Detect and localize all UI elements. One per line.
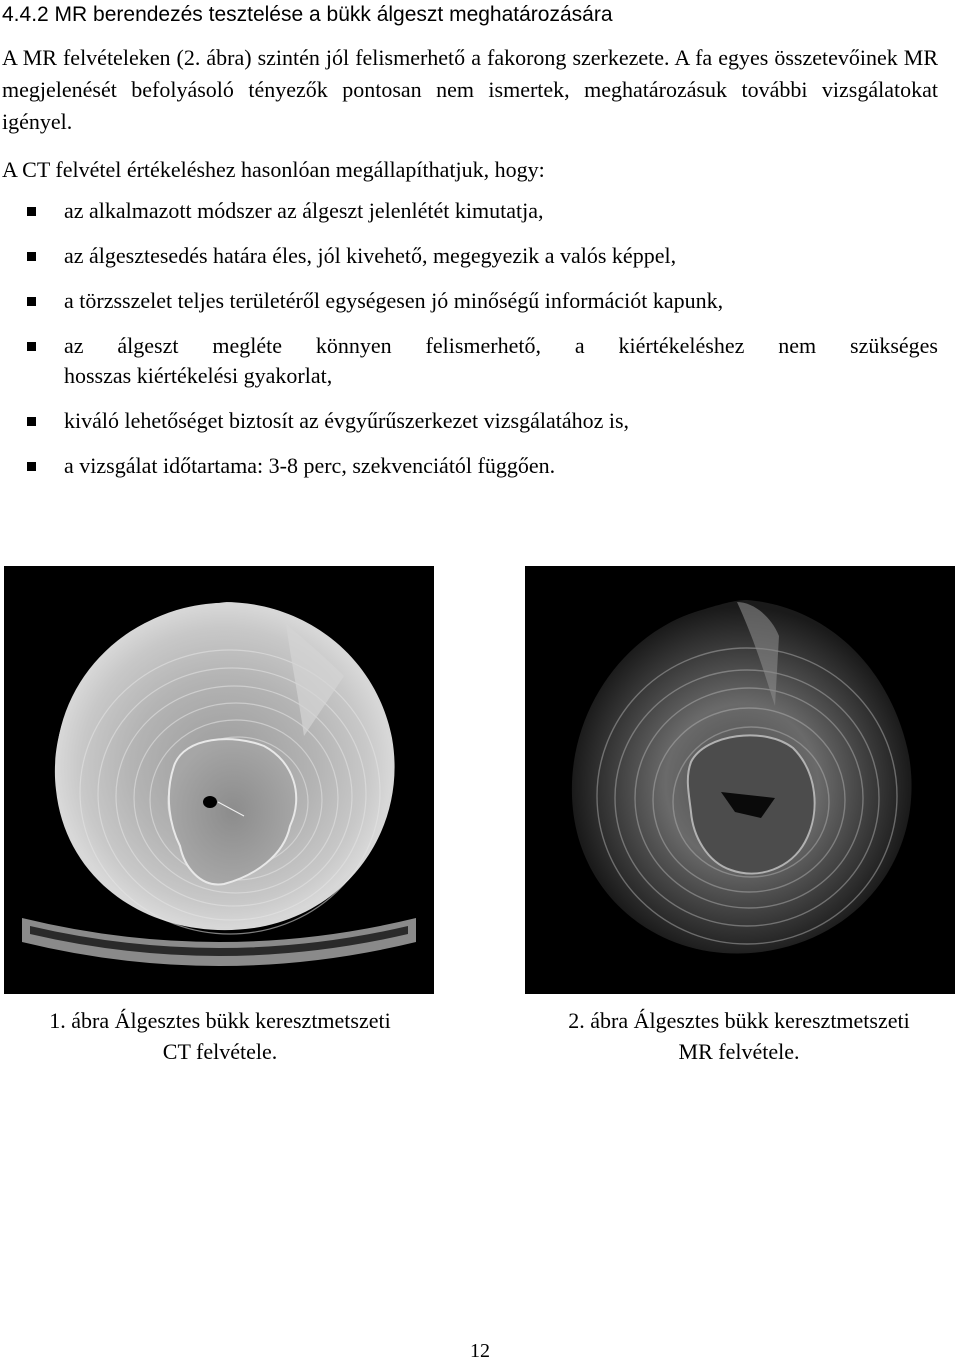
list-item — [0, 286, 938, 316]
list-item-text: az álgeszt megléte könnyen felismerhető, a kiértékeléshez nem szükséges — [64, 333, 938, 358]
square-bullet-icon — [27, 417, 36, 426]
square-bullet-icon — [27, 252, 36, 261]
section-heading: 4.4.2 MR berendezés tesztelése a bükk álgeszt meghatározására — [2, 3, 613, 26]
list-item-text: az alkalmazott módszer az álgeszt jelenlétét kimutatja, — [64, 198, 544, 223]
list-item-continuation — [0, 361, 938, 391]
caption-line: MR felvétele. — [678, 1039, 800, 1064]
list-item — [0, 451, 938, 481]
mr-scan-image — [525, 566, 955, 994]
ct-scan-graphic — [4, 566, 434, 994]
list-item — [0, 331, 938, 361]
list-item — [0, 406, 938, 436]
caption-line: CT felvétele. — [162, 1039, 278, 1064]
list-item-text: a törzsszelet teljes területéről egységesen jó minőségű információt kapunk, — [64, 288, 724, 313]
ct-figure-caption — [0, 1005, 440, 1067]
mr-figure-caption — [518, 1005, 960, 1067]
list-item-text: az álgesztesedés határa éles, jól kivehető, megegyezik a valós képpel, — [64, 243, 677, 268]
square-bullet-icon — [27, 297, 36, 306]
findings-list — [0, 196, 938, 481]
caption-line: 2. ábra Álgesztes bükk keresztmetszeti — [568, 1008, 910, 1033]
ct-scan-image — [4, 566, 434, 994]
square-bullet-icon — [27, 342, 36, 351]
square-bullet-icon — [27, 462, 36, 471]
list-item-text: kiváló lehetőséget biztosít az évgyűrűszerkezet vizsgálatához is, — [64, 408, 630, 433]
square-bullet-icon — [27, 207, 36, 216]
caption-line: 1. ábra Álgesztes bükk keresztmetszeti — [49, 1008, 391, 1033]
mr-scan-graphic — [525, 566, 955, 994]
page-number: 12 — [470, 1340, 490, 1362]
lead-paragraph: A CT felvétel értékeléshez hasonlóan megállapíthatjuk, hogy: — [2, 157, 545, 182]
list-item — [0, 196, 938, 226]
intro-paragraph: A MR felvételeken (2. ábra) szintén jól felismerhető a fakorong szerkezete. A fa egyes összetevőinek MR megjelenését befolyásoló tényezők pontosan nem ismertek, meghatározásuk további vizsgálatokat igényel. — [2, 45, 938, 134]
list-item-text: hosszas kiértékelési gyakorlat, — [64, 363, 333, 388]
list-item-text: a vizsgálat időtartama: 3-8 perc, szekvenciától függően. — [64, 453, 556, 478]
list-item — [0, 241, 938, 271]
